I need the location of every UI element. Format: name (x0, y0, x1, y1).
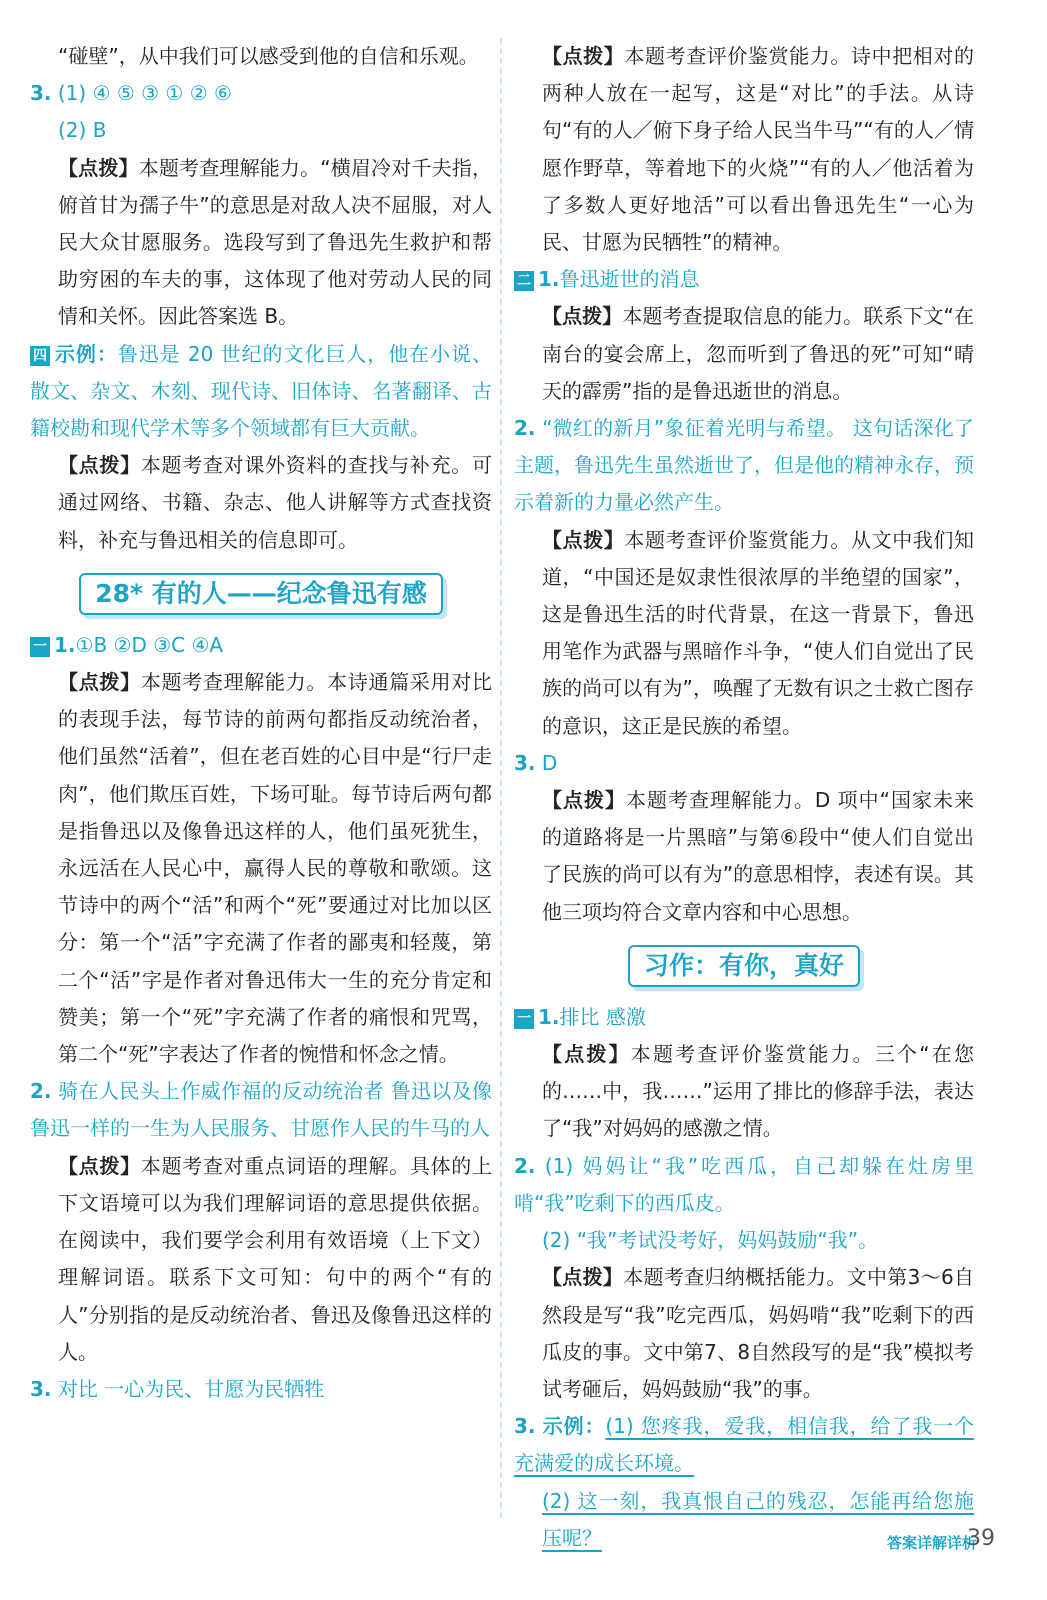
question-number: 3. (30, 1376, 52, 1401)
answer-r1 (514, 261, 974, 298)
tip-text: 本题考查评价鉴赏能力。从文中我们知道，“中国还是奴隶性很浓厚的半绝望的国家”，这是鲁迅生活的时代背景，在这一背景下，鲁迅用笔作为武器与黑暗作斗争，“使人们自觉出了民族的尚可以有为”，唤醒了无数有识之士救亡图存的意识，这正是民族的希望。 (542, 527, 975, 738)
tip-label: 【点拨】 (58, 670, 141, 695)
column-divider (500, 38, 502, 1518)
tip-paragraph (30, 1148, 492, 1371)
answer-text: “微红的新月”象征着光明与希望。 这句话深化了主题，鲁迅先生虽然逝世了，但是他的精神永存，预示着新的力量必然产生。 (514, 416, 974, 515)
question-number: 1. (538, 1004, 560, 1029)
answer-x1 (514, 999, 974, 1036)
tip-paragraph (514, 522, 974, 745)
tip-label: 【点拨】 (542, 788, 626, 813)
right-column (514, 38, 974, 1557)
tip-label: 【点拨】 (542, 1042, 631, 1067)
tip-paragraph (514, 782, 974, 931)
answer-1 (30, 627, 492, 664)
section-box: 一 (514, 1009, 534, 1029)
section-4 (30, 336, 492, 448)
tip-text: 本题考查理解能力。D 项中“国家未来的道路将是一片黑暗”与第⑥段中“使人们自觉出了民族的尚可以有为”的意思相悖，表述有误。其他三项均符合文章内容和中心思想。 (542, 788, 975, 924)
tip-paragraph (30, 150, 492, 336)
answer-x3 (514, 1408, 974, 1482)
tip-label: 【点拨】 (542, 1265, 624, 1290)
tip-text: 本题考查评价鉴赏能力。诗中把相对的两种人放在一起写，这是“对比”的手法。从诗句“有的人／俯下身子给人民当牛马”“有的人／情愿作野草，等着地下的火烧”“有的人／他活着为了多数人更好地活”可以看出鲁迅先生“一心为民、甘愿为民牺牲”的精神。 (542, 44, 975, 255)
section-box: 一 (30, 637, 50, 657)
tip-text: 本题考查评价鉴赏能力。三个“在您的……中，我……”运用了排比的修辞手法，表达了“我”对妈妈的感激之情。 (542, 1042, 974, 1141)
question-number: 3. (514, 1414, 536, 1439)
answer-text: 对比 一心为民、甘愿为民牺牲 (57, 1376, 325, 1401)
answer-r3 (514, 745, 974, 782)
lesson-heading: 习作：有你，真好 (628, 945, 860, 987)
answer-text: 鲁迅是 20 世纪的文化巨人，他在小说、散文、杂文、木刻、现代诗、旧体诗、名著翻译、古籍校勘和现代学术等多个领域都有巨大贡献。 (30, 341, 492, 441)
tip-label: 【点拨】 (542, 44, 625, 68)
question-number: 3. (30, 81, 52, 106)
tip-label: 【点拨】 (58, 155, 139, 180)
answer-text: (1) 妈妈让“我”吃西瓜，自己却躲在灶房里啃“我”吃剩下的西瓜皮。 (514, 1153, 974, 1215)
section-box: 四 (30, 346, 50, 366)
question-number: 2. (514, 416, 536, 441)
answer-3b (30, 1371, 492, 1408)
answer-text: 骑在人民头上作威作福的反动统治者 鲁迅以及像鲁迅一样的一生为人民服务、甘愿作人民的牛马的人 (30, 1079, 493, 1141)
question-number: 1. (54, 632, 76, 657)
question-number: 3. (514, 750, 536, 775)
tip-paragraph (30, 664, 492, 1073)
footer-label: 答案详解详析 (886, 1534, 977, 1552)
answer-text: (2) “我”考试没考好，妈妈鼓励“我”。 (542, 1228, 879, 1253)
answer-text: (1) 您疼我，爱我，相信我，给了我一个充满爱的成长环境。 (514, 1414, 975, 1476)
tip-paragraph (514, 298, 974, 410)
lesson-heading: 28* 有的人——纪念鲁迅有感 (79, 573, 443, 615)
tip-paragraph (514, 1259, 974, 1408)
tip-label: 【点拨】 (58, 1153, 141, 1178)
tip-label: 【点拨】 (58, 453, 141, 478)
answer-text: 排比 感激 (559, 1004, 646, 1029)
question-number: 1. (538, 267, 560, 292)
section-box: 二 (514, 271, 534, 291)
text-line: “碰壁”，从中我们可以感受到他的自信和乐观。 (58, 44, 479, 68)
tip-label: 【点拨】 (542, 527, 625, 552)
tip-text: 本题考查理解能力。“横眉冷对千夫指，俯首甘为孺子牛”的意思是对敌人决不屈服，对人民大众甘愿服务。选段写到了鲁迅先生救护和帮助穷困的车夫的事，这体现了他对劳动人民的同情和关怀。因此答案选 B。 (58, 155, 492, 329)
question-number: 2. (30, 1079, 52, 1104)
tip-text: 本题考查归纳概括能力。文中第3～6自然段是写“我”吃完西瓜，妈妈啃“我”吃剩下的西瓜皮的事。文中第7、8自然段写的是“我”模拟考试考砸后，妈妈鼓励“我”的事。 (542, 1265, 974, 1401)
page-number: 39 (967, 1526, 995, 1551)
tip-paragraph (514, 1036, 974, 1148)
tip-text: 本题考查对课外资料的查找与补充。可通过网络、书籍、杂志、他人讲解等方式查找资料，补充与鲁迅相关的信息即可。 (58, 453, 493, 552)
tip-text: 本题考查提取信息的能力。联系下文“在南台的宴会席上，忽而听到了鲁迅的死”可知“晴天的霹雳”指的是鲁迅逝世的消息。 (542, 304, 974, 403)
answer-r2 (514, 410, 974, 522)
answer-3 (30, 75, 492, 112)
tip-text: 本题考查理解能力。本诗通篇采用对比的表现手法，每节诗的前两句都指反动统治者，他们虽然“活着”，但在老百姓的心目中是“行尸走肉”，他们欺压百姓，下场可耻。每节诗后两句都是指鲁迅以及像鲁迅这样的人，他们虽死犹生，永远活在人民心中，赢得人民的尊敬和歌颂。这节诗中的两个“活”和两个“死”要通过对比加以区分：第一个“活”字充满了作者的鄙夷和轻蔑，第二个“活”字是作者对鲁迅伟大一生的充分肯定和赞美；第一个“死”字充满了作者的痛恨和咒骂，第二个“死”字表达了作者的惋惜和怀念之情。 (58, 670, 493, 1067)
tip-label: 【点拨】 (542, 304, 623, 329)
answer-text: ①B ②D ③C ④A (75, 632, 224, 657)
tip-paragraph (30, 447, 492, 559)
question-number: 2. (514, 1153, 536, 1178)
tip-paragraph (514, 38, 974, 261)
example-label: 示例： (54, 341, 118, 366)
tip-text: 本题考查对重点词语的理解。具体的上下文语境可以为我们理解词语的意思提供依据。在阅读中，我们要学会利用有效语境（上下文）理解词语。联系下文可知：句中的两个“有的人”分别指的是反动统治者、鲁迅及像鲁迅这样的人。 (58, 1153, 493, 1364)
answer-text: (1) ④ ⑤ ③ ① ② ⑥ (57, 81, 232, 106)
example-label: 示例： (542, 1414, 606, 1439)
answer-text: D (541, 750, 558, 775)
answer-x2 (514, 1148, 974, 1222)
answer-text: (2) 这一刻，我真恨自己的残忍，怎能再给您施压呢？ (542, 1488, 974, 1550)
answer-2 (30, 1073, 492, 1147)
answer-text: (2) B (58, 118, 107, 143)
left-column (30, 38, 492, 1408)
answer-text: 鲁迅逝世的消息 (559, 267, 700, 292)
